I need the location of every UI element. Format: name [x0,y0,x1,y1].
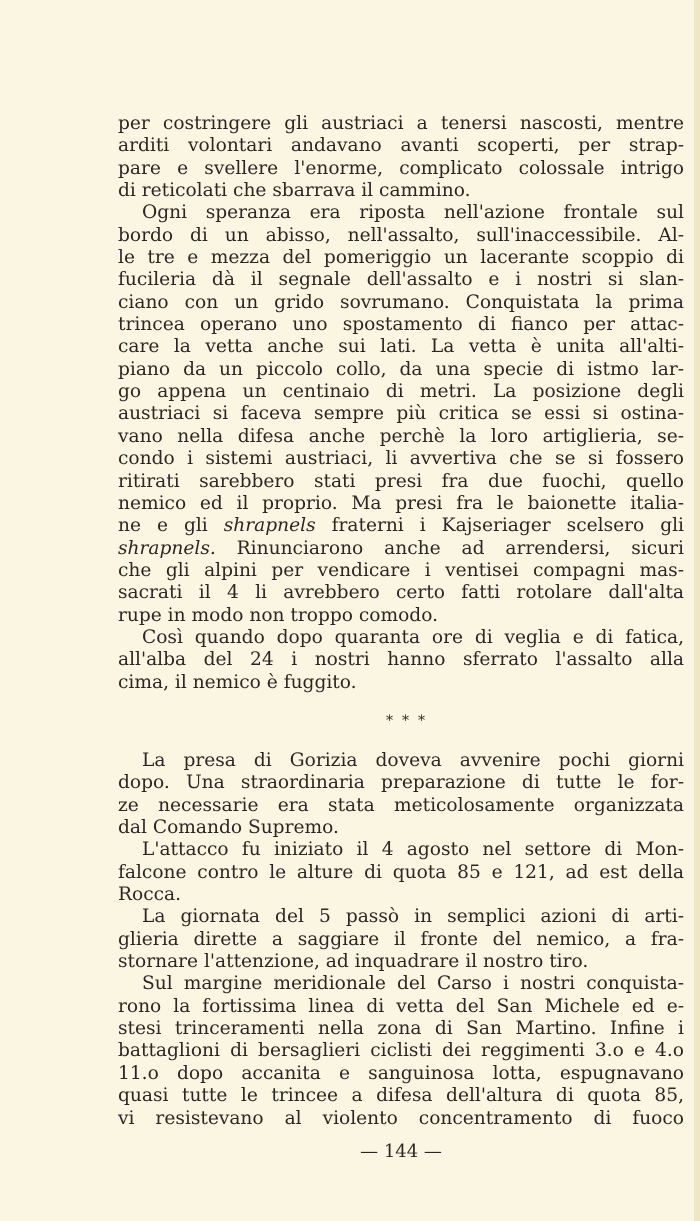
text-line: fucileria dà il segnale dell'assalto e i nostri si slan- [118,269,684,291]
italic-term: shrapnels. [118,537,216,559]
text-line: nemico ed il proprio. Ma presi fra le baionette italia- [118,492,684,514]
text-line: dal Comando Supremo. [118,817,339,839]
text-line: austriaci si faceva sempre più critica se essi si ostina- [118,403,684,425]
text-line: Ogni speranza era riposta nell'azione frontale sul [142,202,684,224]
text-line: rono la fortissima linea di vetta del San Michele ed e- [118,995,684,1017]
text-line: stesi trinceramenti nella zona di San Martino. Infine i [118,1018,684,1040]
text-line: go appena un centinaio di metri. La posizione degli [118,381,684,403]
text-line: dopo. Una straordinaria preparazione di tutte le for- [118,772,684,794]
text-line [118,538,684,560]
text-block-lower [118,750,684,1130]
text-line: all'alba del 24 i nostri hanno sferrato l'assalto alla [118,649,684,671]
text-line: ritirati sarebbero stati presi fra due fuochi, quello [118,470,684,492]
section-separator: *** [386,713,434,729]
text-line: La giornata del 5 passò in semplici azioni di arti- [142,906,684,928]
text-line: bordo di un abisso, nell'assalto, sull'inaccessibile. Al- [118,224,684,246]
text-line: condo i sistemi austriaci, li avvertiva che se si fossero [118,448,684,470]
text-line: di reticolati che sbarrava il cammino. [118,180,471,202]
text-line: Sul margine meridionale del Carso i nostri conquista- [142,973,684,995]
text-line: arditi volontari andavano avanti scoperti, per strap- [118,135,684,157]
text-fragment: fraterni i Kajseriager scelsero gli [315,515,684,537]
text-line: ze necessarie era stata meticolosamente organizzata [118,794,684,816]
text-line: Rocca. [118,884,182,906]
text-line: battaglioni di bersaglieri ciclisti dei reggimenti 3.o e 4.o [118,1040,684,1062]
text-line [118,515,684,537]
text-line: che gli alpini per vendicare i ventisei compagni mas- [118,559,684,581]
text-line: sacrati il 4 li avrebbero certo fatti rotolare dall'alta [118,582,684,604]
text-line: L'attacco fu iniziato il 4 agosto nel settore di Mon- [142,839,684,861]
text-line: glieria dirette a saggiare il fronte del nemico, a fra- [118,928,684,950]
text-line: pare e svellere l'enorme, complicato colossale intrigo [118,157,684,179]
text-line: vi resistevano al violento concentramento di fuoco [118,1107,684,1129]
text-block-upper [118,113,684,694]
text-line: care la vetta anche sui lati. La vetta è unita all'alti- [118,336,684,358]
text-line: piano da un piccolo collo, da una specie di istmo lar- [118,358,684,380]
text-line: quasi tutte le trincee a difesa dell'altura di quota 85, [118,1085,684,1107]
italic-term: shrapnels [223,515,316,537]
text-fragment: ne e gli [118,515,224,537]
text-line: trincea operano uno spostamento di fianco per attac- [118,314,684,336]
text-line: ciano con un grido sovrumano. Conquistata la prima [118,291,684,313]
text-fragment: Rinunciarono anche ad arrendersi, sicuri [215,537,684,559]
text-line: 11.o dopo accanita e sanguinosa lotta, espugnavano [118,1062,684,1084]
text-line: rupe in modo non troppo comodo. [118,604,438,626]
text-line: vano nella difesa anche perchè la loro artiglieria, se- [118,425,684,447]
text-line: le tre e mezza del pomeriggio un lacerante scoppio di [118,247,684,269]
text-line: cima, il nemico è fuggito. [118,671,357,693]
text-line: per costringere gli austriaci a tenersi nascosti, mentre [118,113,684,134]
page-number: — 144 — [360,1141,442,1162]
text-line: stornare l'attenzione, ad inquadrare il nostro tiro. [118,951,589,973]
text-line: Così quando dopo quaranta ore di veglia e di fatica, [142,626,684,648]
text-line: falcone contro le alture di quota 85 e 121, ad est della [118,861,684,883]
text-line: La presa di Gorizia doveva avvenire pochi giorni [142,750,684,771]
page-edge [694,0,700,1221]
